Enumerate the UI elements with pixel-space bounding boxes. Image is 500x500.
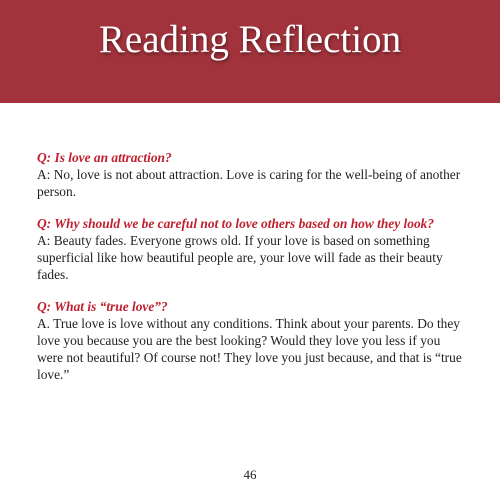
answer-text: A. True love is love without any conditions. Think about your parents. Do they love you because you are the best looking? Would they love you less if you were not beautiful? Of course not! They love you just because, and that is “true love.” — [37, 316, 462, 382]
qa-section — [37, 149, 467, 398]
qa-item — [37, 215, 467, 283]
qa-item — [37, 149, 467, 200]
question-text: Q: What is “true love”? — [37, 299, 168, 314]
page-number: 46 — [243, 467, 257, 482]
qa-item — [37, 298, 467, 383]
page-title: Reading Reflection — [98, 18, 402, 61]
answer-text: A: Beauty fades. Everyone grows old. If your love is based on something superficial like how beautiful people are, your love will fade as their beauty fades. — [37, 233, 443, 282]
question-text: Q: Why should we be careful not to love others based on how they look? — [37, 216, 435, 231]
answer-text: A: No, love is not about attraction. Love is caring for the well-being of another person. — [37, 167, 461, 199]
question-text: Q: Is love an attraction? — [37, 150, 172, 165]
header-banner — [0, 0, 500, 103]
